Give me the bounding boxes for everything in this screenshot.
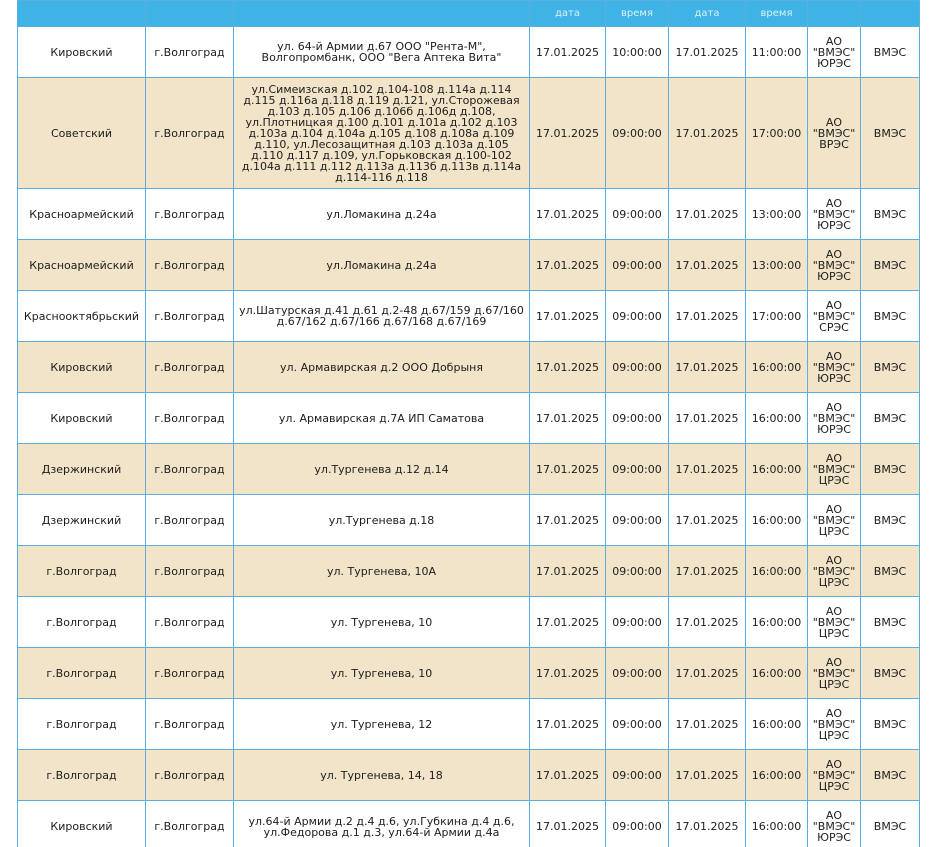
address-cell: ул.Шатурская д.41 д.61 д.2-48 д.67/159 д.67/160 д.67/162 д.67/166 д.67/168 д.67/169 <box>234 291 530 342</box>
date-to-cell: 17.01.2025 <box>669 699 746 750</box>
district-cell: г.Волгоград <box>18 597 146 648</box>
date-from-cell: 17.01.2025 <box>530 597 606 648</box>
city-cell: г.Волгоград <box>146 699 234 750</box>
date-from-cell: 17.01.2025 <box>530 240 606 291</box>
district-cell: г.Волгоград <box>18 750 146 801</box>
time-from-cell: 09:00:00 <box>606 648 669 699</box>
network-cell: ВМЭС <box>861 495 920 546</box>
date-to-cell: 17.01.2025 <box>669 291 746 342</box>
date-from-cell: 17.01.2025 <box>530 546 606 597</box>
district-cell: Кировский <box>18 342 146 393</box>
org-cell: АО "ВМЭС" ЦРЭС <box>808 648 861 699</box>
date-from-cell: 17.01.2025 <box>530 27 606 78</box>
table-row <box>18 546 920 597</box>
network-cell: ВМЭС <box>861 27 920 78</box>
network-cell: ВМЭС <box>861 240 920 291</box>
table-row <box>18 393 920 444</box>
network-cell: ВМЭС <box>861 699 920 750</box>
table-row <box>18 444 920 495</box>
header-district <box>18 1 146 27</box>
header-network <box>861 1 920 27</box>
date-to-cell: 17.01.2025 <box>669 546 746 597</box>
org-cell: АО "ВМЭС" ЮРЭС <box>808 189 861 240</box>
time-to-cell: 13:00:00 <box>746 189 808 240</box>
table-row <box>18 189 920 240</box>
time-from-cell: 09:00:00 <box>606 291 669 342</box>
time-to-cell: 11:00:00 <box>746 27 808 78</box>
time-from-cell: 10:00:00 <box>606 27 669 78</box>
city-cell: г.Волгоград <box>146 189 234 240</box>
time-from-cell: 09:00:00 <box>606 495 669 546</box>
table-row <box>18 750 920 801</box>
date-from-cell: 17.01.2025 <box>530 393 606 444</box>
time-to-cell: 16:00:00 <box>746 342 808 393</box>
header-date-from: дата <box>530 1 606 27</box>
address-cell: ул. Тургенева, 10 <box>234 648 530 699</box>
city-cell: г.Волгоград <box>146 801 234 847</box>
time-from-cell: 09:00:00 <box>606 801 669 847</box>
table-header-row <box>18 1 920 27</box>
network-cell: ВМЭС <box>861 597 920 648</box>
org-cell: АО "ВМЭС" ЮРЭС <box>808 27 861 78</box>
table-row <box>18 648 920 699</box>
city-cell: г.Волгоград <box>146 648 234 699</box>
time-to-cell: 16:00:00 <box>746 597 808 648</box>
table-row <box>18 699 920 750</box>
table-row <box>18 240 920 291</box>
time-from-cell: 09:00:00 <box>606 750 669 801</box>
time-to-cell: 16:00:00 <box>746 699 808 750</box>
address-cell: ул. Тургенева, 10А <box>234 546 530 597</box>
district-cell: г.Волгоград <box>18 699 146 750</box>
city-cell: г.Волгоград <box>146 78 234 189</box>
city-cell: г.Волгоград <box>146 342 234 393</box>
city-cell: г.Волгоград <box>146 291 234 342</box>
network-cell: ВМЭС <box>861 801 920 847</box>
district-cell: Краснооктябрьский <box>18 291 146 342</box>
table-row <box>18 27 920 78</box>
date-to-cell: 17.01.2025 <box>669 240 746 291</box>
address-cell: ул. 64-й Армии д.67 ООО "Рента-М", Волгопромбанк, ООО "Вега Аптека Вита" <box>234 27 530 78</box>
date-to-cell: 17.01.2025 <box>669 801 746 847</box>
date-to-cell: 17.01.2025 <box>669 393 746 444</box>
header-city <box>146 1 234 27</box>
city-cell: г.Волгоград <box>146 27 234 78</box>
time-from-cell: 09:00:00 <box>606 189 669 240</box>
table-row <box>18 291 920 342</box>
time-to-cell: 17:00:00 <box>746 291 808 342</box>
address-cell: ул. Тургенева, 12 <box>234 699 530 750</box>
org-cell: АО "ВМЭС" ЦРЭС <box>808 597 861 648</box>
time-from-cell: 09:00:00 <box>606 699 669 750</box>
time-from-cell: 09:00:00 <box>606 444 669 495</box>
org-cell: АО "ВМЭС" ЦРЭС <box>808 495 861 546</box>
time-from-cell: 09:00:00 <box>606 342 669 393</box>
time-from-cell: 09:00:00 <box>606 597 669 648</box>
date-from-cell: 17.01.2025 <box>530 291 606 342</box>
date-from-cell: 17.01.2025 <box>530 189 606 240</box>
table-row <box>18 495 920 546</box>
time-to-cell: 16:00:00 <box>746 750 808 801</box>
city-cell: г.Волгоград <box>146 495 234 546</box>
time-from-cell: 09:00:00 <box>606 546 669 597</box>
network-cell: ВМЭС <box>861 648 920 699</box>
time-to-cell: 16:00:00 <box>746 801 808 847</box>
date-to-cell: 17.01.2025 <box>669 648 746 699</box>
org-cell: АО "ВМЭС" ЮРЭС <box>808 393 861 444</box>
address-cell: ул.Ломакина д.24а <box>234 189 530 240</box>
district-cell: Красноармейский <box>18 240 146 291</box>
date-to-cell: 17.01.2025 <box>669 495 746 546</box>
network-cell: ВМЭС <box>861 444 920 495</box>
district-cell: Кировский <box>18 27 146 78</box>
org-cell: АО "ВМЭС" ЮРЭС <box>808 240 861 291</box>
date-to-cell: 17.01.2025 <box>669 597 746 648</box>
network-cell: ВМЭС <box>861 291 920 342</box>
address-cell: ул.64-й Армии д.2 д.4 д.6, ул.Губкина д.4 д.6, ул.Федорова д.1 д.3, ул.64-й Армии д.4а <box>234 801 530 847</box>
address-cell: ул.Симеизская д.102 д.104-108 д.114а д.114 д.115 д.116а д.118 д.119 д.121, ул.Сторожевая д.103 д.105 д.106 д.106б д.106д д.108, ул.Плотницкая д.100 д.101 д.101а д.102 д.103 д.103а д.104 д.104а д.105 д.108 д.108а д.109 д.110, ул.Лесозащитная д.103 д.103а д.105 д.110 д.117 д.109, ул.Горьковская д.100-102 д.104а д.111 д.112 д.113а д.113б д.113в д.114а д.114-116 д.118 <box>234 78 530 189</box>
city-cell: г.Волгоград <box>146 444 234 495</box>
date-to-cell: 17.01.2025 <box>669 27 746 78</box>
org-cell: АО "ВМЭС" ЦРЭС <box>808 699 861 750</box>
address-cell: ул.Тургенева д.18 <box>234 495 530 546</box>
city-cell: г.Волгоград <box>146 750 234 801</box>
date-from-cell: 17.01.2025 <box>530 648 606 699</box>
address-cell: ул. Армавирская д.2 ООО Добрыня <box>234 342 530 393</box>
network-cell: ВМЭС <box>861 342 920 393</box>
outage-table <box>17 0 920 847</box>
org-cell: АО "ВМЭС" ЦРЭС <box>808 750 861 801</box>
district-cell: Красноармейский <box>18 189 146 240</box>
district-cell: Кировский <box>18 801 146 847</box>
district-cell: Советский <box>18 78 146 189</box>
date-to-cell: 17.01.2025 <box>669 189 746 240</box>
date-from-cell: 17.01.2025 <box>530 699 606 750</box>
table-row <box>18 801 920 847</box>
time-from-cell: 09:00:00 <box>606 240 669 291</box>
table-row <box>18 342 920 393</box>
address-cell: ул. Тургенева, 10 <box>234 597 530 648</box>
org-cell: АО "ВМЭС" ЦРЭС <box>808 444 861 495</box>
network-cell: ВМЭС <box>861 78 920 189</box>
date-from-cell: 17.01.2025 <box>530 495 606 546</box>
time-to-cell: 17:00:00 <box>746 78 808 189</box>
time-to-cell: 16:00:00 <box>746 495 808 546</box>
table-row <box>18 597 920 648</box>
time-from-cell: 09:00:00 <box>606 393 669 444</box>
network-cell: ВМЭС <box>861 393 920 444</box>
district-cell: г.Волгоград <box>18 546 146 597</box>
city-cell: г.Волгоград <box>146 597 234 648</box>
date-to-cell: 17.01.2025 <box>669 750 746 801</box>
network-cell: ВМЭС <box>861 546 920 597</box>
time-to-cell: 16:00:00 <box>746 648 808 699</box>
district-cell: Кировский <box>18 393 146 444</box>
district-cell: г.Волгоград <box>18 648 146 699</box>
org-cell: АО "ВМЭС" СРЭС <box>808 291 861 342</box>
address-cell: ул.Ломакина д.24а <box>234 240 530 291</box>
address-cell: ул. Тургенева, 14, 18 <box>234 750 530 801</box>
address-cell: ул. Армавирская д.7А ИП Саматова <box>234 393 530 444</box>
time-to-cell: 16:00:00 <box>746 393 808 444</box>
header-time-from: время <box>606 1 669 27</box>
date-from-cell: 17.01.2025 <box>530 750 606 801</box>
network-cell: ВМЭС <box>861 750 920 801</box>
org-cell: АО "ВМЭС" ЦРЭС <box>808 546 861 597</box>
network-cell: ВМЭС <box>861 189 920 240</box>
date-from-cell: 17.01.2025 <box>530 342 606 393</box>
date-to-cell: 17.01.2025 <box>669 78 746 189</box>
date-to-cell: 17.01.2025 <box>669 444 746 495</box>
header-address <box>234 1 530 27</box>
header-date-to: дата <box>669 1 746 27</box>
date-to-cell: 17.01.2025 <box>669 342 746 393</box>
header-org <box>808 1 861 27</box>
org-cell: АО "ВМЭС" ЮРЭС <box>808 801 861 847</box>
date-from-cell: 17.01.2025 <box>530 444 606 495</box>
city-cell: г.Волгоград <box>146 546 234 597</box>
district-cell: Дзержинский <box>18 495 146 546</box>
address-cell: ул.Тургенева д.12 д.14 <box>234 444 530 495</box>
city-cell: г.Волгоград <box>146 393 234 444</box>
time-to-cell: 13:00:00 <box>746 240 808 291</box>
org-cell: АО "ВМЭС" ЮРЭС <box>808 342 861 393</box>
time-from-cell: 09:00:00 <box>606 78 669 189</box>
table-row <box>18 78 920 189</box>
header-time-to: время <box>746 1 808 27</box>
district-cell: Дзержинский <box>18 444 146 495</box>
date-from-cell: 17.01.2025 <box>530 78 606 189</box>
time-to-cell: 16:00:00 <box>746 546 808 597</box>
city-cell: г.Волгоград <box>146 240 234 291</box>
time-to-cell: 16:00:00 <box>746 444 808 495</box>
org-cell: АО "ВМЭС" ВРЭС <box>808 78 861 189</box>
date-from-cell: 17.01.2025 <box>530 801 606 847</box>
